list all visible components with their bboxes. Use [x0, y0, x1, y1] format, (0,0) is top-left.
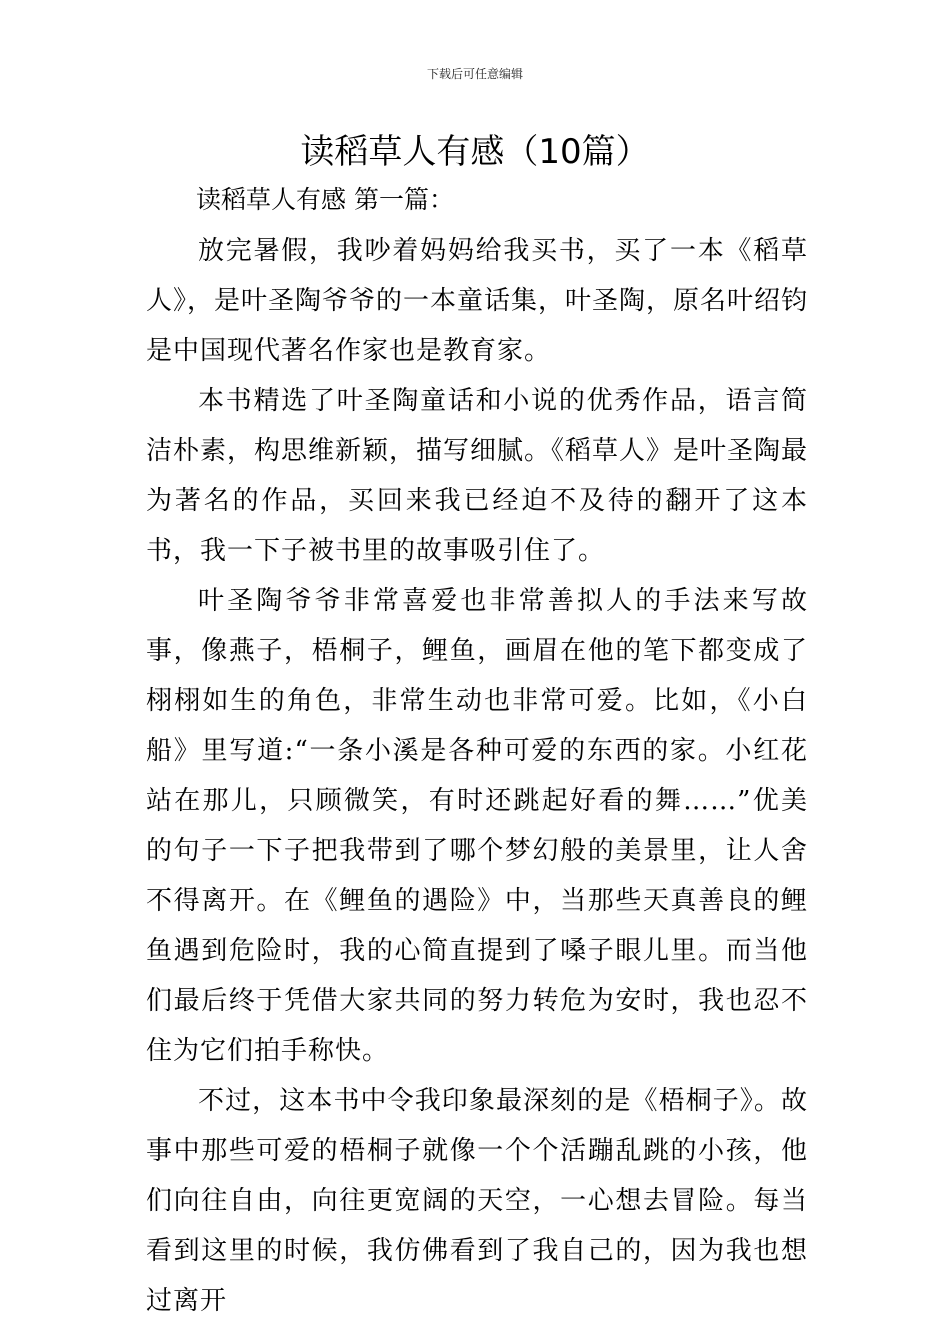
paragraph-2: 本书精选了叶圣陶童话和小说的优秀作品，语言简洁朴素，构思维新颖，描写细腻。《稻草人》是叶圣陶最为著名的作品，买回来我已经迫不及待的翻开了这本书，我一下子被书里的故事吸引住了。 [146, 386, 809, 566]
body-text [146, 226, 808, 1326]
paragraph-4: 不过，这本书中令我印象最深刻的是《梧桐子》。故事中那些可爱的梧桐子就像一个个活蹦乱跳的小孩，他们向往自由，向往更宽阔的天空，一心想去冒险。每当看到这里的时候，我仿佛看到了我自己的，因为我也想过离开 [146, 1086, 808, 1316]
paragraph-3: 叶圣陶爷爷非常喜爱也非常善拟人的手法来写故事，像燕子，梧桐子，鲤鱼，画眉在他的笔下都变成了栩栩如生的角色，非常生动也非常可爱。比如，《小白船》里写道:“一条小溪是各种可爱的东西的家。小红花站在那儿，只顾微笑，有时还跳起好看的舞……”优美的句子一下子把我带到了哪个梦幻般的美景里，让人舍不得离开。在《鲤鱼的遇险》中，当那些天真善良的鲤鱼遇到危险时，我的心简直提到了嗓子眼儿里。而当他们最后终于凭借大家共同的努力转危为安时，我也忍不住为它们拍手称快。 [146, 586, 808, 1066]
header-note: 下载后可任意编辑 [426, 67, 523, 81]
paragraph-1: 放完暑假，我吵着妈妈给我买书，买了一本《稻草人》，是叶圣陶爷爷的一本童话集，叶圣陶，原名叶绍钧是中国现代著名作家也是教育家。 [146, 236, 809, 366]
document-title: 读稻草人有感（10篇） [300, 132, 650, 172]
section-subtitle: 读稻草人有感 第一篇： [196, 185, 454, 214]
